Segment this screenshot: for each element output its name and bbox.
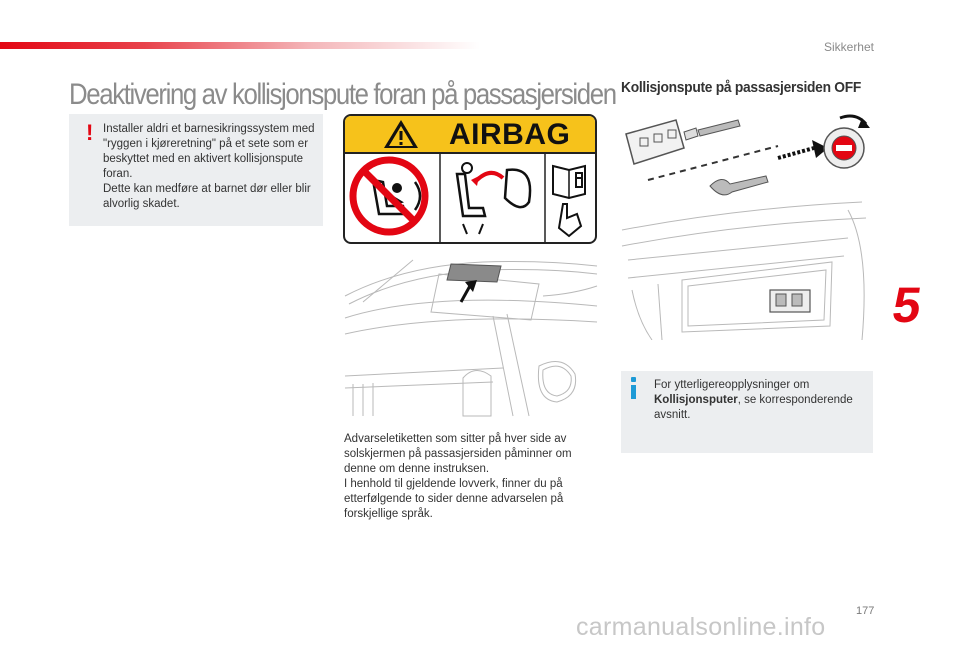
- info-text-post: , se korresponderende avsnitt.: [654, 394, 853, 421]
- info-text-pre: For ytterligereopplysninger om: [654, 379, 810, 391]
- warning-line: Installer aldri et barnesikringssystem med "ryggen i kjøreretning" på et sete som er beskyttet med en aktivert kollisjonspute foran.: [103, 123, 315, 180]
- caption-line: I henhold til gjeldende lovverk, finner du på etterfølgende to sider denne advarselen på forskjellige språk.: [344, 478, 564, 520]
- warning-icon: !: [86, 120, 94, 145]
- chapter-number: 5: [889, 277, 925, 333]
- info-icon: [631, 377, 637, 399]
- caption-line: Advarseletiketten som sitter på hver side av solskjermen på passasjersiden påminner om denne om denne instruksen.: [344, 433, 572, 475]
- caption-text: [344, 432, 596, 522]
- section-subtitle: Kollisjonspute på passasjersiden OFF: [621, 79, 862, 96]
- warning-line: Dette kan medføre at barnet dør eller blir alvorlig skadet.: [103, 183, 311, 210]
- read-manual-icon: [553, 166, 585, 236]
- page-title: Deaktivering av kollisjonspute foran på passasjersiden: [69, 78, 616, 111]
- airbag-off-switch-icon: [824, 128, 864, 168]
- warning-text: [103, 122, 315, 212]
- section-name: Sikkerhet: [823, 40, 874, 54]
- warning-triangle-icon: [381, 117, 421, 151]
- sun-visor-illustration: [343, 256, 599, 418]
- no-rear-facing-child-seat-icon: [353, 160, 425, 232]
- info-text: [654, 378, 866, 423]
- seat-airbag-icon: [457, 163, 530, 234]
- watermark: carmanualsonline.info: [576, 613, 826, 641]
- warning-box: [69, 114, 323, 226]
- page-number: 177: [856, 605, 875, 617]
- airbag-word: AIRBAG: [449, 118, 571, 151]
- info-text-link: Kollisjonsputer: [654, 394, 738, 406]
- airbag-warning-label: [343, 114, 597, 244]
- airbag-switch-closeup: [770, 290, 810, 312]
- airbag-label-band: [345, 116, 595, 154]
- airbag-pictograms: [345, 152, 595, 244]
- info-box: [621, 371, 873, 453]
- header-accent-bar: [0, 42, 480, 49]
- dashboard-illustration: [618, 190, 874, 340]
- remote-key-icon: [626, 120, 740, 164]
